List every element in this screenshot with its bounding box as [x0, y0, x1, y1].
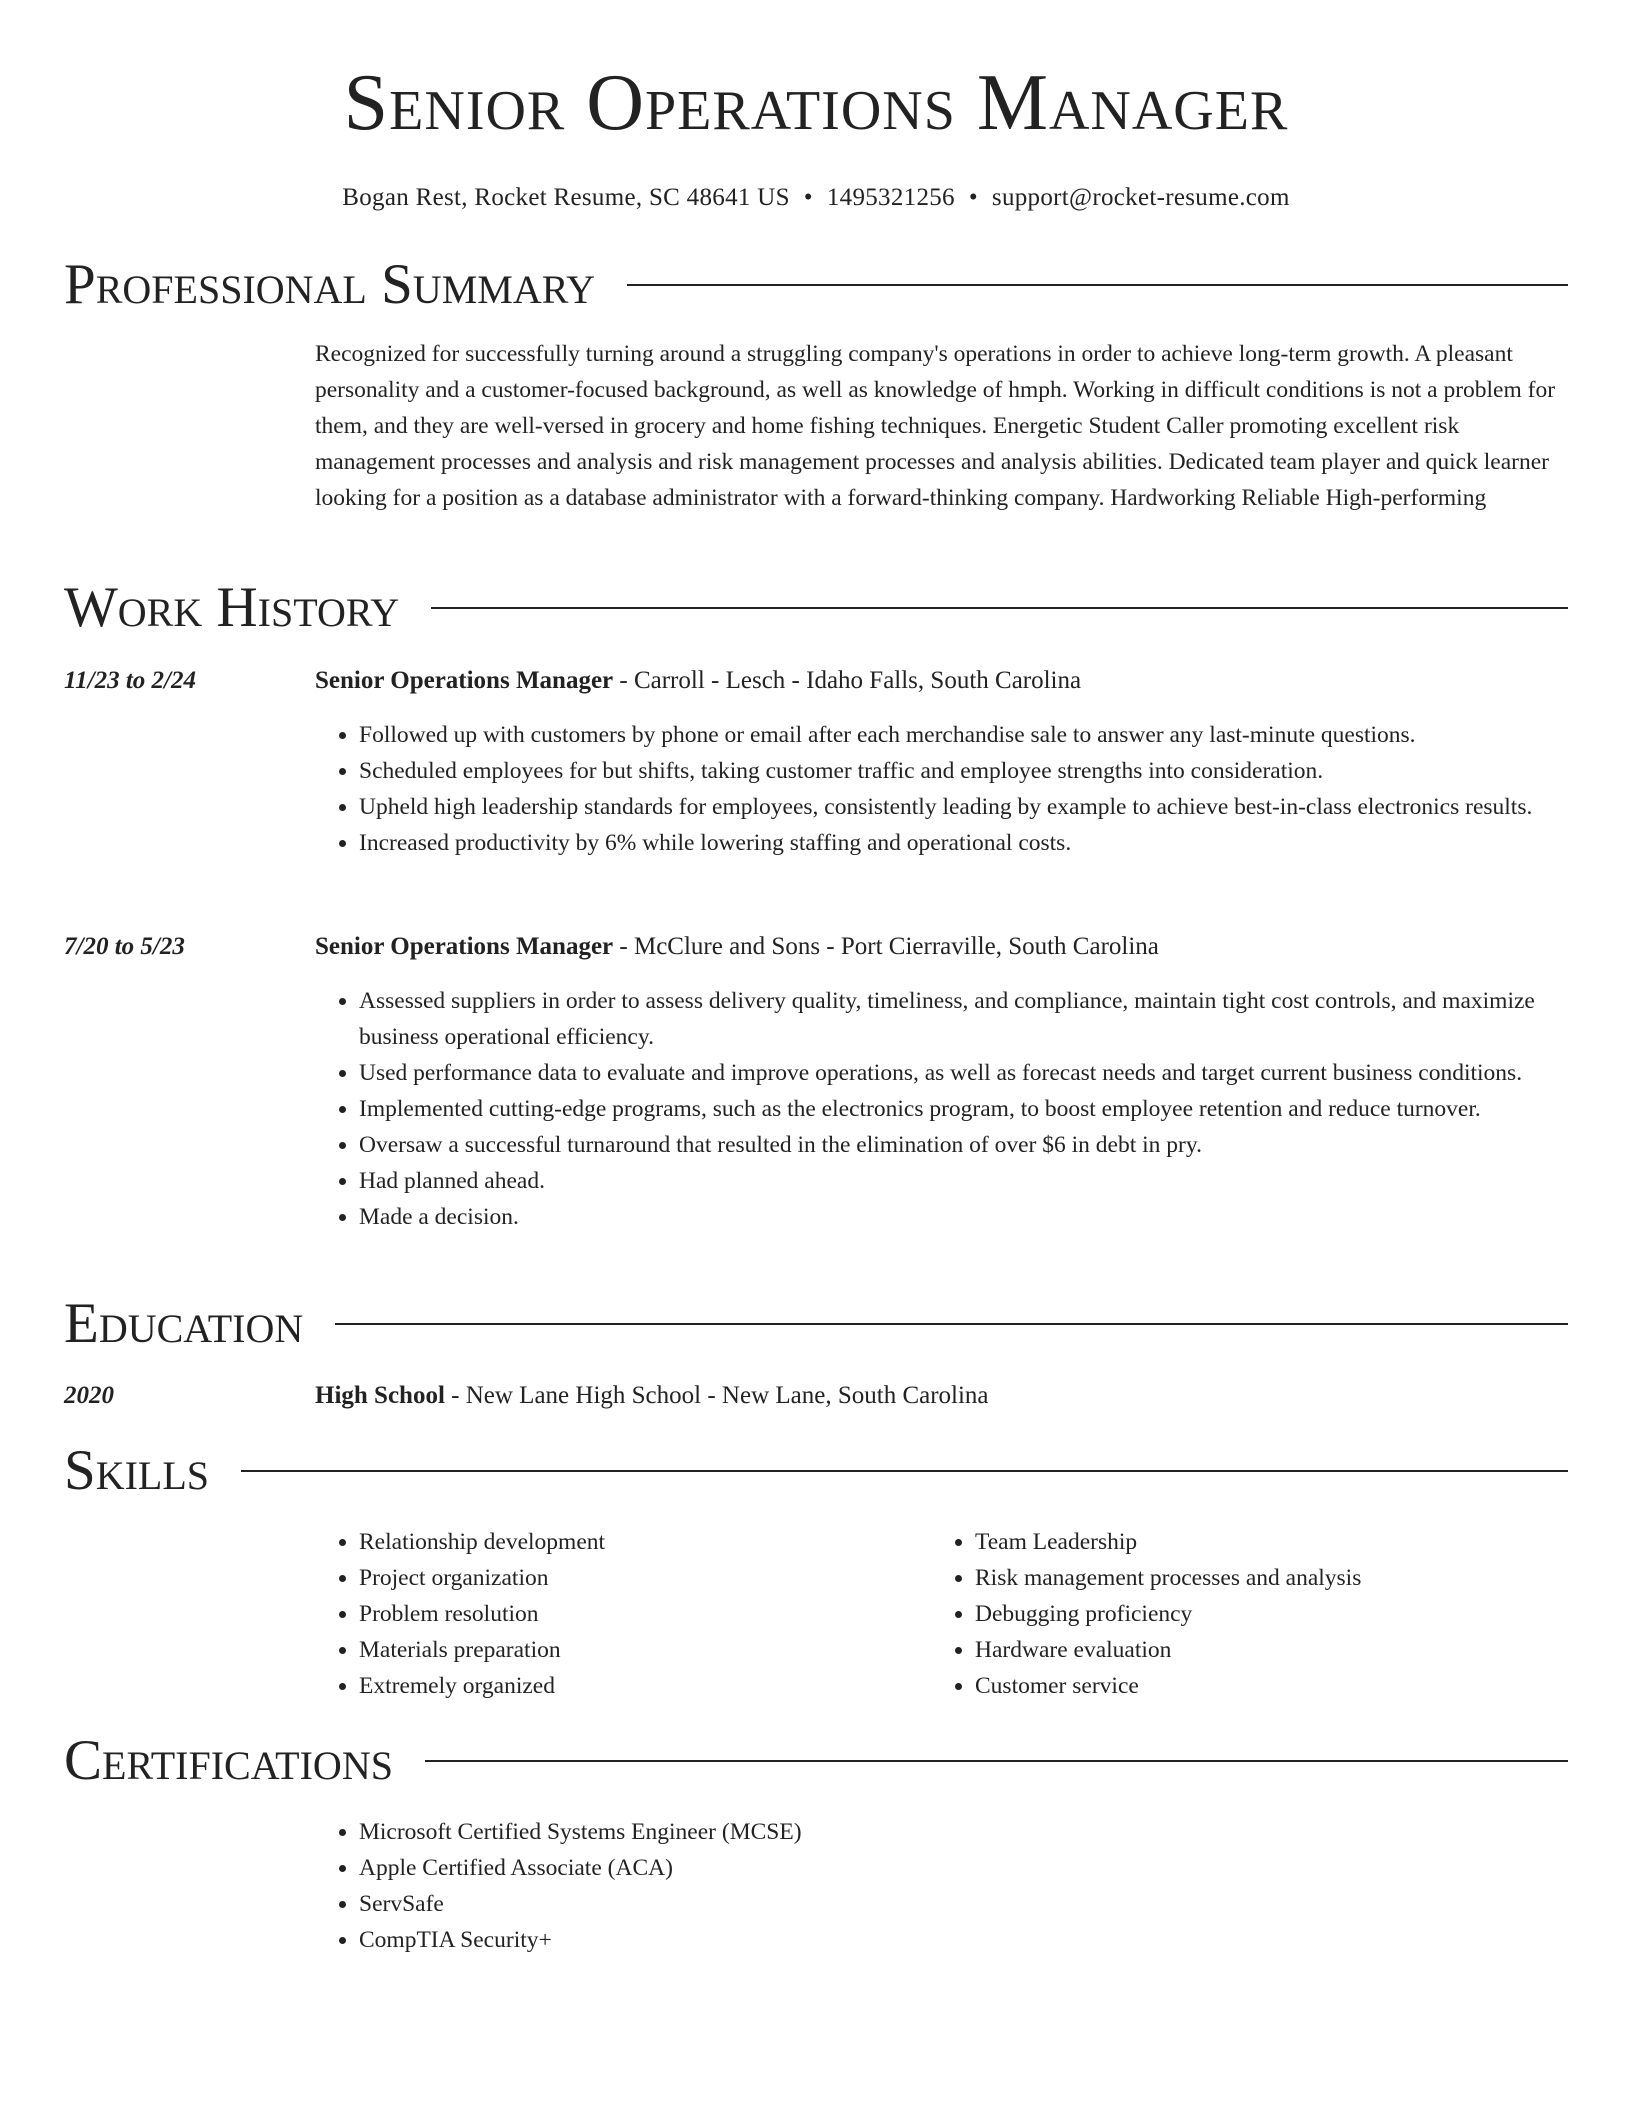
skill-item: • Risk management processes and analysis — [975, 1560, 1531, 1596]
section-divider — [431, 607, 1568, 609]
contact-separator: • — [803, 184, 813, 211]
education-title: Education — [64, 1292, 304, 1355]
job-details: - Carroll - Lesch - Idaho Falls, South Carolina — [613, 667, 1082, 694]
education-details: - New Lane High School - New Lane, South Carolina — [444, 1382, 989, 1409]
skill-item: • Hardware evaluation — [975, 1632, 1531, 1668]
summary-title: Professional Summary — [64, 253, 596, 316]
education-header — [64, 1289, 1568, 1359]
skill-item: • Debugging proficiency — [975, 1596, 1531, 1632]
skill-item: • Materials preparation — [359, 1632, 915, 1668]
job-bullet: • Assessed suppliers in order to assess delivery quality, timeliness, and compliance, maintain tight cost controls, and maximize business operational efficiency. — [359, 983, 1568, 1055]
section-divider — [241, 1470, 1568, 1472]
work-history-title: Work History — [64, 576, 400, 639]
resume-page — [64, 0, 1568, 1953]
certifications-title: Certifications — [64, 1729, 393, 1792]
skills-header — [64, 1436, 1568, 1506]
contact-separator: • — [968, 184, 978, 211]
job-bullet: • Upheld high leadership standards for employees, consistently leading by example to achieve best-in-class electronics results. — [359, 789, 1568, 825]
skill-item: • Project organization — [359, 1560, 915, 1596]
job-bullet: • Implemented cutting-edge programs, such as the electronics program, to boost employee retention and reduce turnover. — [359, 1091, 1568, 1127]
certification-item: • Microsoft Certified Systems Engineer (MCSE) — [359, 1814, 1568, 1850]
job-role: Senior Operations Manager — [315, 667, 614, 694]
certification-item: • ServSafe — [359, 1886, 1568, 1922]
skills-column-left — [315, 1524, 915, 1704]
job-dates: 7/20 to 5/23 — [64, 933, 185, 960]
section-divider — [335, 1323, 1568, 1325]
job-heading — [315, 929, 1568, 965]
certification-item: • CompTIA Security+ — [359, 1922, 1568, 1958]
resume-name: Senior Operations Manager — [343, 59, 1289, 147]
skill-item: • Customer service — [975, 1668, 1531, 1704]
section-divider — [627, 284, 1568, 286]
contact-phone: 1495321256 — [826, 184, 955, 211]
summary-header — [64, 250, 1568, 320]
education-degree: High School — [315, 1382, 445, 1409]
job-bullet: • Had planned ahead. — [359, 1163, 1568, 1199]
section-divider — [425, 1760, 1568, 1762]
contact-address: Bogan Rest, Rocket Resume, SC 48641 US — [342, 184, 790, 211]
skills-column-right — [931, 1524, 1531, 1704]
job-details: - McClure and Sons - Port Cierraville, South Carolina — [613, 933, 1159, 960]
job-dates: 11/23 to 2/24 — [64, 667, 196, 694]
job-bullets — [315, 717, 1568, 861]
skills-list — [64, 1524, 1568, 1714]
job-bullet: • Followed up with customers by phone or email after each merchandise sale to answer any last-minute questions. — [359, 717, 1568, 753]
job-bullet: • Used performance data to evaluate and improve operations, as well as forecast needs and target current business conditions. — [359, 1055, 1568, 1091]
job-bullet: • Increased productivity by 6% while lowering staffing and operational costs. — [359, 825, 1568, 861]
job-role: Senior Operations Manager — [315, 933, 614, 960]
skill-item: • Relationship development — [359, 1524, 915, 1560]
skill-item: • Team Leadership — [975, 1524, 1531, 1560]
summary-text: Recognized for successfully turning around a struggling company's operations in order to achieve long-term growth. A pleasant personality and a customer-focused background, as well as knowledge of hmph. Working in difficult conditions is not a problem for them, and they are well-versed in grocery and home fishing techniques. Energetic Student Caller promoting excellent risk management processes and analysis and risk management processes and analysis abilities. Dedicated team player and quick learner looking for a position as a database administrator with a forward-thinking company. Hardworking Reliable High-performing — [315, 341, 1556, 511]
work-history-header — [64, 573, 1568, 643]
education-year: 2020 — [64, 1382, 114, 1409]
job-heading — [315, 663, 1568, 699]
certification-item: • Apple Certified Associate (ACA) — [359, 1850, 1568, 1886]
job-bullet: • Scheduled employees for but shifts, taking customer traffic and employee strengths into consideration. — [359, 753, 1568, 789]
contact-line — [64, 182, 1568, 214]
contact-email: support@rocket-resume.com — [991, 184, 1290, 211]
job-bullet: • Made a decision. — [359, 1199, 1568, 1235]
skill-item: • Extremely organized — [359, 1668, 915, 1704]
skill-item: • Problem resolution — [359, 1596, 915, 1632]
education-heading — [315, 1378, 1568, 1414]
certifications-header — [64, 1726, 1568, 1796]
skills-title: Skills — [64, 1439, 210, 1502]
job-bullets — [315, 983, 1568, 1235]
job-bullet: • Oversaw a successful turnaround that resulted in the elimination of over $6 in debt in pry. — [359, 1127, 1568, 1163]
